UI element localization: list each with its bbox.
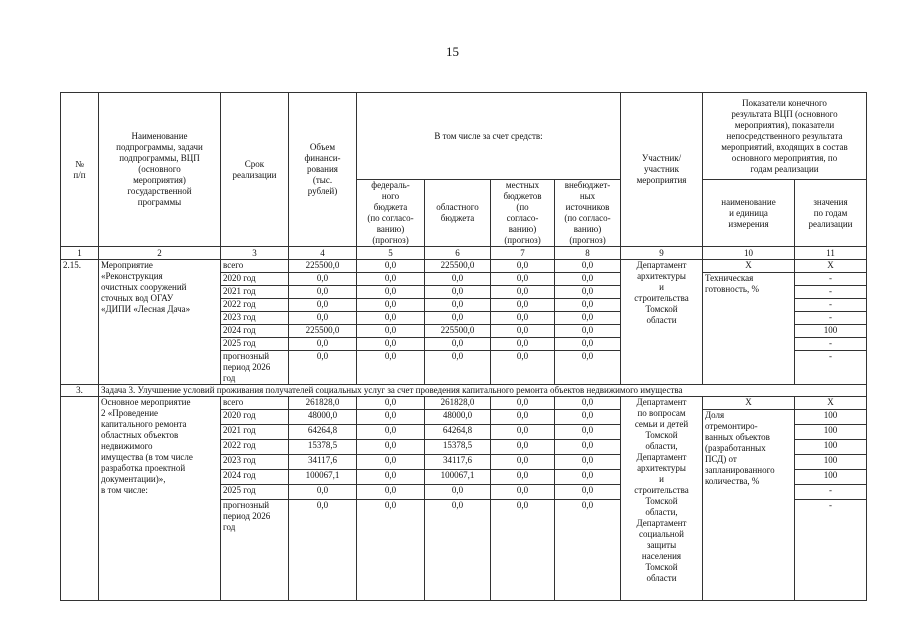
external-cell: 0,0: [555, 455, 621, 470]
header-group: В том числе за счет средств:: [357, 93, 621, 180]
indicator-value-cell: 100: [795, 425, 867, 440]
header-indicator-value: значения по годам реализации: [795, 180, 867, 247]
total-cell: 0,0: [289, 299, 357, 312]
external-cell: 0,0: [555, 260, 621, 273]
regional-cell: 64264,8: [425, 425, 491, 440]
header-period: Срок реализации: [221, 93, 289, 247]
federal-cell: 0,0: [357, 455, 425, 470]
regional-cell: 0,0: [425, 286, 491, 299]
local-cell: 0,0: [491, 397, 555, 410]
federal-cell: 0,0: [357, 351, 425, 385]
period-cell: 2020 год: [221, 410, 289, 425]
period-cell: 2022 год: [221, 440, 289, 455]
external-cell: 0,0: [555, 338, 621, 351]
total-cell: 225500,0: [289, 260, 357, 273]
period-cell: 2022 год: [221, 299, 289, 312]
column-number: 7: [491, 247, 555, 260]
local-cell: 0,0: [491, 325, 555, 338]
federal-cell: 0,0: [357, 440, 425, 455]
period-cell: 2021 год: [221, 425, 289, 440]
federal-cell: 0,0: [357, 312, 425, 325]
total-cell: 15378,5: [289, 440, 357, 455]
period-cell: 2025 год: [221, 485, 289, 500]
regional-cell: 0,0: [425, 485, 491, 500]
indicator-value-cell: -: [795, 500, 867, 601]
external-cell: 0,0: [555, 470, 621, 485]
indicator-value-cell: X: [795, 260, 867, 273]
regional-cell: 0,0: [425, 500, 491, 601]
indicator-value-cell: 100: [795, 440, 867, 455]
header-total: Объем финанси- рования (тыс. рублей): [289, 93, 357, 247]
local-cell: 0,0: [491, 312, 555, 325]
page-number: 15: [446, 44, 459, 59]
regional-cell: 0,0: [425, 312, 491, 325]
federal-cell: 0,0: [357, 500, 425, 601]
indicator-value-cell: X: [795, 397, 867, 410]
period-cell: прогнозный период 2026 год: [221, 351, 289, 385]
regional-cell: 225500,0: [425, 325, 491, 338]
participant-cell: Департамент по вопросам семьи и детей Томской области, Департамент архитектуры и строительства Томской области, Департамент социальной защиты населения Томской области: [621, 397, 703, 601]
total-cell: 0,0: [289, 338, 357, 351]
local-cell: 0,0: [491, 273, 555, 286]
total-cell: 0,0: [289, 351, 357, 385]
header-federal: федераль- ного бюджета (по согласо- ванию) (прогноз): [357, 180, 425, 247]
column-number: 6: [425, 247, 491, 260]
period-cell: 2024 год: [221, 470, 289, 485]
period-cell: 2021 год: [221, 286, 289, 299]
local-cell: 0,0: [491, 286, 555, 299]
column-number: 4: [289, 247, 357, 260]
column-number: 5: [357, 247, 425, 260]
external-cell: 0,0: [555, 425, 621, 440]
period-cell: 2025 год: [221, 338, 289, 351]
local-cell: 0,0: [491, 485, 555, 500]
period-cell: 2020 год: [221, 273, 289, 286]
total-cell: 0,0: [289, 485, 357, 500]
local-cell: 0,0: [491, 425, 555, 440]
indicator-value-cell: -: [795, 312, 867, 325]
task-number: 3.: [61, 385, 99, 397]
header-local: местных бюджетов (по согласо- ванию) (прогноз): [491, 180, 555, 247]
local-cell: 0,0: [491, 299, 555, 312]
federal-cell: 0,0: [357, 260, 425, 273]
total-cell: 64264,8: [289, 425, 357, 440]
indicator-value-cell: -: [795, 338, 867, 351]
regional-cell: 0,0: [425, 299, 491, 312]
external-cell: 0,0: [555, 440, 621, 455]
external-cell: 0,0: [555, 351, 621, 385]
column-number: 1: [61, 247, 99, 260]
task-title: Задача 3. Улучшение условий проживания получателей социальных услуг за счет проведения капитального ремонта объектов недвижимого имущества: [99, 385, 867, 397]
local-cell: 0,0: [491, 260, 555, 273]
indicator-value-cell: -: [795, 286, 867, 299]
indicator-value-cell: 100: [795, 410, 867, 425]
external-cell: 0,0: [555, 312, 621, 325]
regional-cell: 100067,1: [425, 470, 491, 485]
program-table: [60, 92, 867, 601]
total-cell: 0,0: [289, 312, 357, 325]
federal-cell: 0,0: [357, 325, 425, 338]
period-cell: 2024 год: [221, 325, 289, 338]
total-cell: 100067,1: [289, 470, 357, 485]
local-cell: 0,0: [491, 440, 555, 455]
header-name: Наименование подпрограммы, задачи подпрограммы, ВЦП (основного мероприятия) государственной программы: [99, 93, 221, 247]
external-cell: 0,0: [555, 485, 621, 500]
total-cell: 0,0: [289, 286, 357, 299]
external-cell: 0,0: [555, 273, 621, 286]
local-cell: 0,0: [491, 410, 555, 425]
indicator-value-cell: -: [795, 273, 867, 286]
header-indicator-name: наименование и единица измерения: [703, 180, 795, 247]
row-number: [61, 397, 99, 601]
regional-cell: 0,0: [425, 338, 491, 351]
column-number: 9: [621, 247, 703, 260]
total-cell: 0,0: [289, 500, 357, 601]
federal-cell: 0,0: [357, 425, 425, 440]
indicator-name-cell: Доля отремонтиро- ванных объектов (разработанных ПСД) от запланированного количества, %: [703, 410, 795, 601]
regional-cell: 48000,0: [425, 410, 491, 425]
column-number: 11: [795, 247, 867, 260]
indicator-name-cell: Техническая готовность, %: [703, 273, 795, 385]
external-cell: 0,0: [555, 500, 621, 601]
period-cell: всего: [221, 397, 289, 410]
column-number: 3: [221, 247, 289, 260]
federal-cell: 0,0: [357, 470, 425, 485]
header-num: № п/п: [61, 93, 99, 247]
external-cell: 0,0: [555, 325, 621, 338]
local-cell: 0,0: [491, 351, 555, 385]
regional-cell: 0,0: [425, 273, 491, 286]
participant-cell: Департамент архитектуры и строительства Томской области: [621, 260, 703, 385]
federal-cell: 0,0: [357, 338, 425, 351]
header-indicators: Показатели конечного результата ВЦП (основного мероприятия), показатели непосредственного результата мероприятий, входящих в состав основного мероприятия, по годам реализации: [703, 93, 867, 180]
indicator-name-cell: X: [703, 260, 795, 273]
regional-cell: 261828,0: [425, 397, 491, 410]
total-cell: 0,0: [289, 273, 357, 286]
regional-cell: 34117,6: [425, 455, 491, 470]
task-row: [61, 385, 867, 397]
total-cell: 225500,0: [289, 325, 357, 338]
federal-cell: 0,0: [357, 410, 425, 425]
header-participant: Участник/ участник мероприятия: [621, 93, 703, 247]
column-number: 10: [703, 247, 795, 260]
indicator-value-cell: 100: [795, 455, 867, 470]
indicator-value-cell: -: [795, 351, 867, 385]
period-cell: прогнозный период 2026 год: [221, 500, 289, 601]
regional-cell: 15378,5: [425, 440, 491, 455]
column-number: 2: [99, 247, 221, 260]
activity-name: Основное мероприятие 2 «Проведение капитального ремонта областных объектов недвижимого имущества (в том числе разработка проектной документации)», в том числе:: [99, 397, 221, 601]
federal-cell: 0,0: [357, 299, 425, 312]
external-cell: 0,0: [555, 397, 621, 410]
indicator-name-cell: X: [703, 397, 795, 410]
column-number: 8: [555, 247, 621, 260]
header-regional: областного бюджета: [425, 180, 491, 247]
federal-cell: 0,0: [357, 397, 425, 410]
local-cell: 0,0: [491, 338, 555, 351]
total-cell: 48000,0: [289, 410, 357, 425]
federal-cell: 0,0: [357, 485, 425, 500]
indicator-value-cell: 100: [795, 470, 867, 485]
period-cell: 2023 год: [221, 455, 289, 470]
regional-cell: 225500,0: [425, 260, 491, 273]
activity-name: Мероприятие «Реконструкция очистных сооружений сточных вод ОГАУ «ДИПИ «Лесная Дача»: [99, 260, 221, 385]
row-number: 2.15.: [61, 260, 99, 385]
indicator-value-cell: -: [795, 299, 867, 312]
indicator-value-cell: 100: [795, 325, 867, 338]
federal-cell: 0,0: [357, 273, 425, 286]
local-cell: 0,0: [491, 500, 555, 601]
header-external: внебюджет- ных источников (по согласо- ванию) (прогноз): [555, 180, 621, 247]
total-cell: 34117,6: [289, 455, 357, 470]
external-cell: 0,0: [555, 286, 621, 299]
period-cell: 2023 год: [221, 312, 289, 325]
total-cell: 261828,0: [289, 397, 357, 410]
federal-cell: 0,0: [357, 286, 425, 299]
local-cell: 0,0: [491, 470, 555, 485]
external-cell: 0,0: [555, 410, 621, 425]
external-cell: 0,0: [555, 299, 621, 312]
regional-cell: 0,0: [425, 351, 491, 385]
table-row: [61, 260, 867, 273]
period-cell: всего: [221, 260, 289, 273]
indicator-value-cell: -: [795, 485, 867, 500]
local-cell: 0,0: [491, 455, 555, 470]
table-row: [61, 397, 867, 410]
